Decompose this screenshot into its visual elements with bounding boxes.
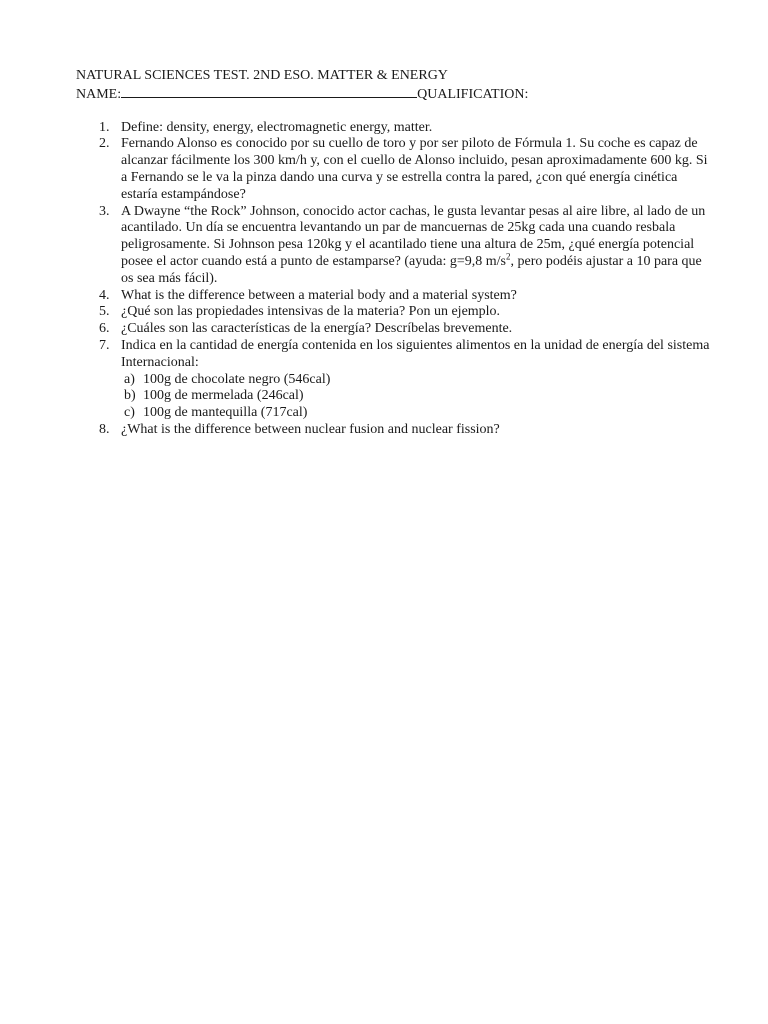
superscript-exponent: 2 <box>505 251 511 262</box>
question-text: Indica en la cantidad de energía contenida en los siguientes alimentos en la unidad de energía del sistema Internacional: <box>121 337 710 370</box>
question-number: 8. <box>99 421 110 437</box>
name-label: NAME: <box>76 86 122 102</box>
question-list <box>76 120 716 439</box>
question-text: Define: density, energy, electromagnetic energy, matter. <box>121 119 433 135</box>
question-text: Fernando Alonso es conocido por su cuello de toro y por ser piloto de Fórmula 1. Su coche es capaz de alcanzar fácilmente los 300 km/h y, con el cuello de Alonso incluido, pesan aproximadamente 600 kg. Si a Fernando se le va la pinza dando una curva y se estrella contra la pared, ¿con qué energía cinética estaría estampándose? <box>121 136 708 202</box>
question-8 <box>76 422 716 439</box>
question-number: 6. <box>99 321 110 337</box>
question-3 <box>76 204 716 288</box>
sub-item-text: 100g de mantequilla (717cal) <box>143 405 308 421</box>
sub-item-c <box>76 405 716 422</box>
question-number: 2. <box>99 136 110 152</box>
test-page <box>76 68 716 439</box>
question-number: 7. <box>99 337 110 353</box>
question-number: 1. <box>99 119 110 135</box>
question-number: 3. <box>99 203 110 219</box>
sub-item-a <box>76 372 716 389</box>
question-1 <box>76 120 716 137</box>
sub-item-letter: c) <box>124 405 135 421</box>
question-text: ¿What is the difference between nuclear fusion and nuclear fission? <box>121 421 500 437</box>
question-text: ¿Qué son las propiedades intensivas de la materia? Pon un ejemplo. <box>121 304 501 320</box>
sub-item-text: 100g de mermelada (246cal) <box>143 388 304 404</box>
question-7 <box>76 338 716 422</box>
question-text-continued: , pero podéis ajustar a 10 para que os sea más fácil). <box>121 253 702 286</box>
question-number: 5. <box>99 304 110 320</box>
question-text: A Dwayne “the Rock” Johnson, conocido actor cachas, le gusta levantar pesas al aire libre, al lado de un acantilado. Un día se encuentra levantando un par de mancuernas de 25kg cada una cuando resbala peligrosamente. Si Johnson pesa 120kg y el acantilado tiene una altura de 25m, ¿qué energía potencial posee el actor cuando está a punto de estamparse? (ayuda: g=9,8 m/s <box>121 203 706 269</box>
question-number: 4. <box>99 287 110 303</box>
sub-item-letter: b) <box>124 388 136 404</box>
sub-item-list <box>121 372 716 422</box>
question-6 <box>76 321 716 338</box>
question-4 <box>76 288 716 305</box>
question-2 <box>76 136 716 203</box>
question-5 <box>76 304 716 321</box>
sub-item-text: 100g de chocolate negro (546cal) <box>143 371 331 387</box>
question-text: What is the difference between a material body and a material system? <box>121 287 517 303</box>
name-qualification-line <box>76 85 716 104</box>
test-title: NATURAL SCIENCES TEST. 2ND ESO. MATTER & ENERGY <box>76 68 448 83</box>
sub-item-letter: a) <box>124 371 135 387</box>
name-blank-line <box>121 85 417 98</box>
qualification-label: QUALIFICATION: <box>417 86 529 102</box>
question-text: ¿Cuáles son las características de la energía? Descríbelas brevemente. <box>121 321 513 337</box>
sub-item-b <box>76 388 716 405</box>
